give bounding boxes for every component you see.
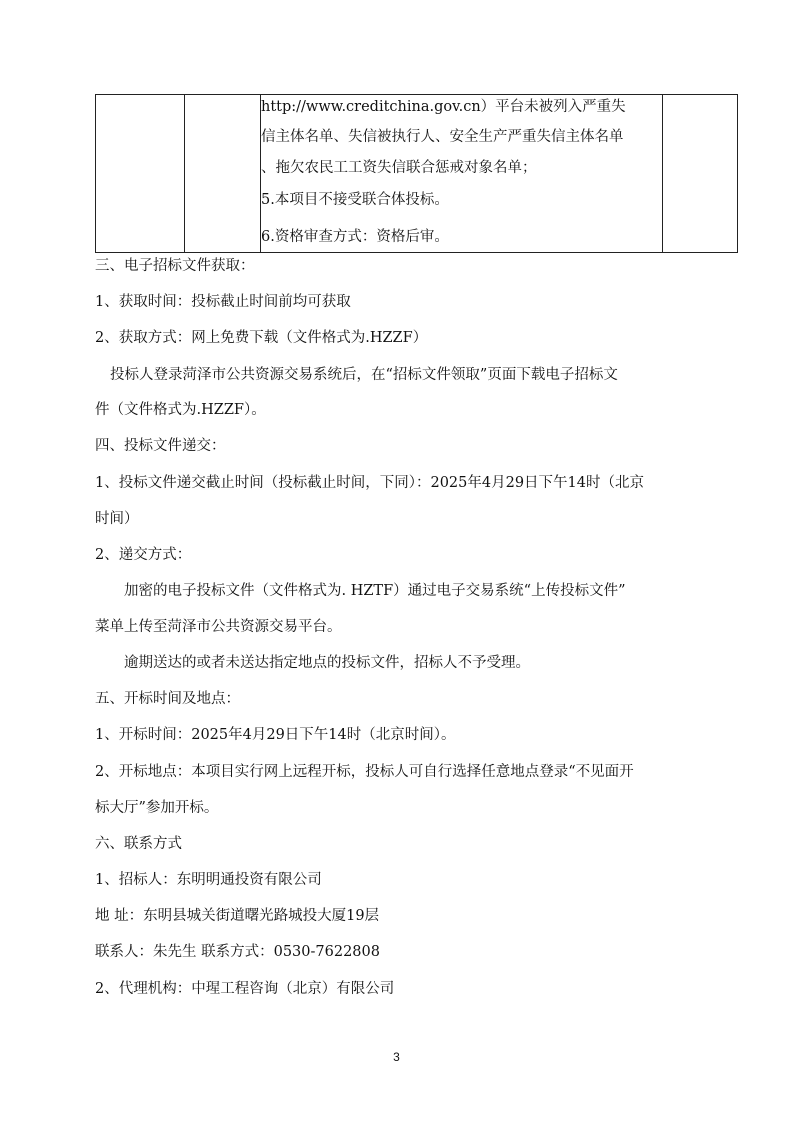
table-column-divider — [184, 95, 185, 252]
table-cell-line: 信主体名单、失信被执行人、安全生产严重失信主体名单 — [261, 129, 624, 145]
paragraph-line: 投标人登录菏泽市公共资源交易系统后，在“招标文件领取”页面下载电子招标文 — [110, 367, 618, 383]
paragraph-line: 2、获取方式：网上免费下载（文件格式为.HZZF） — [95, 330, 428, 346]
paragraph-line: 1、投标文件递交截止时间（投标截止时间，下同）：2025年4月29日下午14时（北京 — [95, 475, 645, 491]
paragraph-line: 件（文件格式为.HZZF）。 — [95, 402, 266, 418]
paragraph-line: 联系人：朱先生 联系方式：0530-7622808 — [95, 944, 380, 960]
paragraph-line: 菜单上传至菏泽市公共资源交易平台。 — [95, 619, 342, 635]
paragraph-line: 2、递交方式： — [95, 547, 192, 563]
page-number: 3 — [393, 1050, 400, 1064]
paragraph-line: 2、代理机构：中瑆工程咨询（北京）有限公司 — [95, 981, 395, 997]
paragraph-line: 1、开标时间：2025年4月29日下午14时（北京时间）。 — [95, 727, 456, 743]
qualification-table-fragment — [95, 94, 738, 253]
paragraph-line: 时间） — [95, 511, 139, 527]
paragraph-line: 加密的电子投标文件（文件格式为. HZTF）通过电子交易系统“上传投标文件” — [124, 583, 626, 599]
paragraph-line: 1、获取时间：投标截止时间前均可获取 — [95, 294, 351, 310]
paragraph-line: 1、招标人：东明明通投资有限公司 — [95, 872, 322, 888]
section-heading-bid-document: 三、电子招标文件获取： — [95, 258, 255, 274]
table-cell-line: 6.资格审查方式：资格后审。 — [261, 229, 449, 245]
section-heading-contact: 六、联系方式 — [95, 836, 182, 852]
section-heading-bid-submission: 四、投标文件递交： — [95, 438, 226, 454]
paragraph-line: 2、开标地点：本项目实行网上远程开标，投标人可自行选择任意地点登录“不见面开 — [95, 764, 634, 780]
table-cell-line: http://www.creditchina.gov.cn）平台未被列入严重失 — [261, 99, 626, 115]
table-cell-line: 5.本项目不接受联合体投标。 — [261, 192, 449, 208]
paragraph-line: 地 址：东明县城关街道曙光路城投大厦19层 — [95, 908, 380, 924]
paragraph-line: 标大厅”参加开标。 — [95, 800, 219, 816]
paragraph-line: 逾期送达的或者未送达指定地点的投标文件，招标人不予受理。 — [124, 655, 530, 671]
section-heading-bid-opening: 五、开标时间及地点： — [95, 691, 240, 707]
table-cell-line: 、拖欠农民工工资失信联合惩戒对象名单； — [261, 160, 537, 176]
